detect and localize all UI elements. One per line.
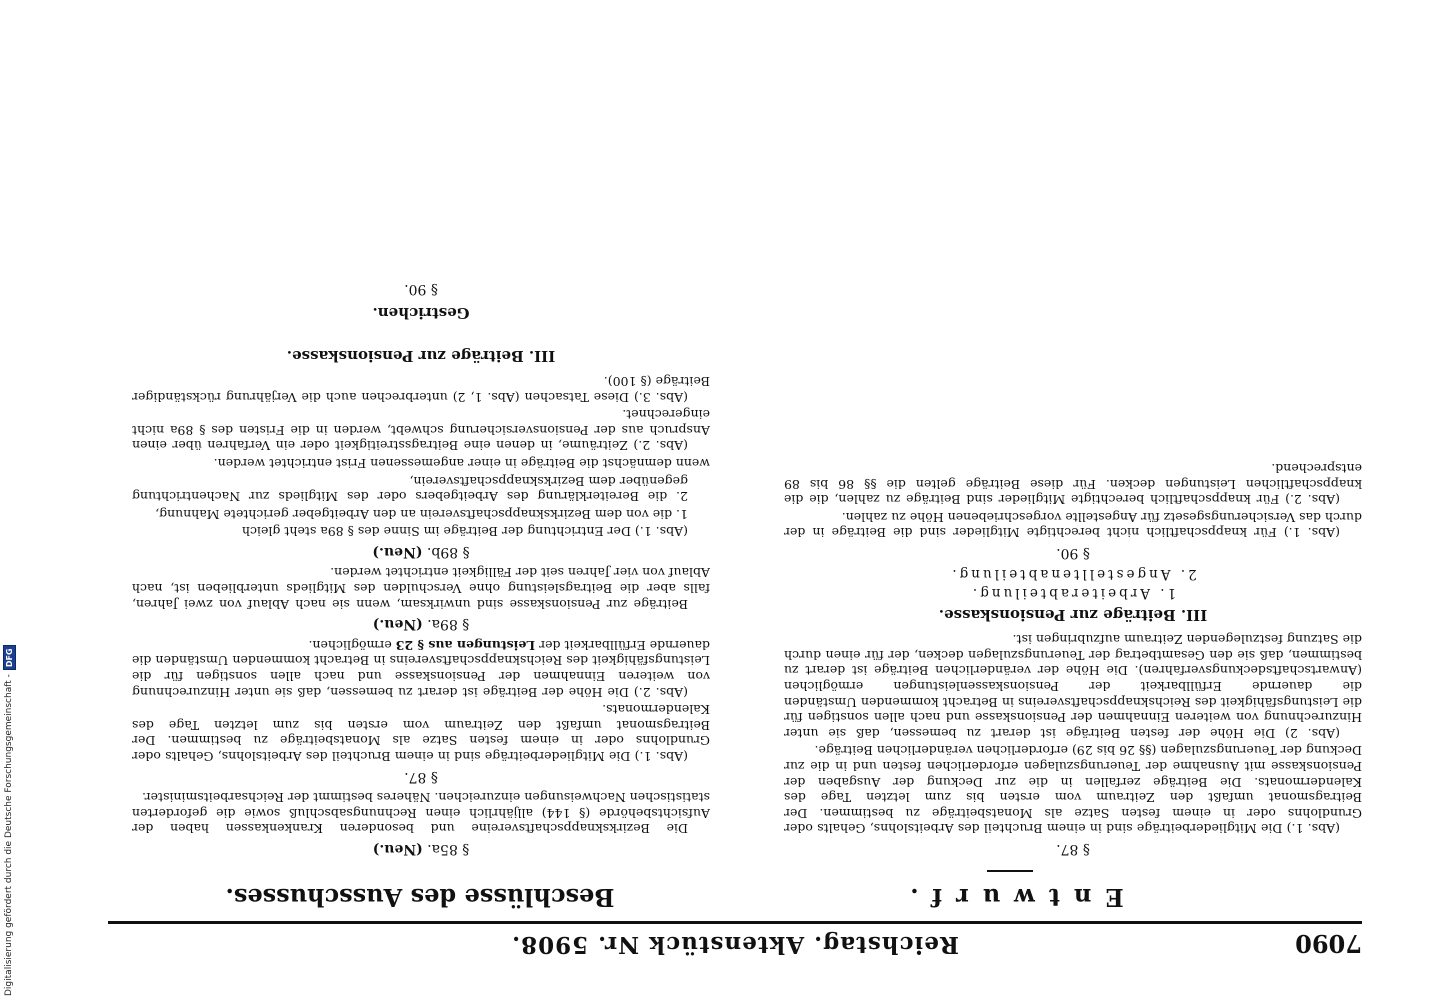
section-85a-text: Die Bezirksknappschaftsvereine und besonderen Krankenkassen haben der Aufsichtsbehörde (§ 144) alljährlich einen Rechnungsabschluß sowie die geforderten statistischen Nachweisungen einzureichen. Näheres bestimmt der Reichsarbeitsminister. [132, 790, 710, 837]
section-87-paragraph-1: (Abs. 1.) Die Mitgliederbeiträge sind in einem Bruchteil des Arbeitslohns, Gehalts oder Grundlohns oder in einem festen Satze als Monatsbeiträge zu bestimmen. Der Beitragsmonat umfaßt den Zeitraum vom ersten bis zum letzten Tage des Kalendermonats. Die Beiträge zerfallen in die zur Deckung der Ausgaben der Pensionskasse mit Ausnahme der Teuerungszulagen erforderlichen festen und in die zur Deckung der Teuerungszulagen (§§ 26 bis 29) erforderlichen veränderlichen Beiträge. [784, 743, 1362, 837]
section-85a-number: § 85a. [427, 841, 470, 857]
section-89a-new-tag: (Neu.) [372, 616, 423, 633]
page-number: 7090 [1295, 929, 1362, 958]
section-89b-item-2: 2. die Bereiterklärung des Arbeitgebers oder des Mitglieds zur Nachentrichtung gegenüber dem Bezirksknappschaftsverein, [132, 473, 688, 505]
section-87-title: § 87. [1056, 841, 1090, 857]
scanned-page [100, 60, 1370, 962]
dfg-logo: DFG [3, 645, 16, 670]
digitization-credit [2, 604, 16, 996]
section-89b-new-tag: (Neu.) [372, 543, 423, 560]
paper-title: Reichstag. Aktenstück Nr. 5908. [511, 931, 959, 958]
section-89a-text: Beiträge zur Pensionskasse sind unwirksam, wenn sie nach Ablauf von zwei Jahren, falls aber die Beitragsleistung ohne Verschulden des Mitglieds unterblieben ist, nach Ablauf von vier Jahren seit der Fälligkeit entrichtet werden. [132, 565, 710, 612]
draft-column [784, 458, 1362, 862]
section-87-title: § 87. [404, 768, 438, 785]
section-87-paragraph-2-start: (Abs. 2.) Die Höhe der Beiträge ist derart zu bemessen, daß sie unter Hinzurechnung von weiteren Einnahmen der Pensionskasse und nach allen sonstigen für die Leistungsfähigkeit des Reichsknappschaftsvereins in Betracht kommenden Umständen die dauernde Erfüllbarkeit der [132, 637, 710, 700]
employee-division-heading: 2. Angestelltenabteilung. [949, 566, 1197, 583]
section-89b-paragraph-1-end: wenn demnächst die Beiträge in einer angemessenen Frist entrichtet werden. [213, 455, 710, 471]
page-header [108, 922, 1362, 962]
section-89b-title [132, 543, 710, 559]
section-89b-paragraph-3: (Abs. 3.) Diese Tatsachen (Abs. 1, 2) unterbrechen auch die Verjährung rückständiger Beiträge (§ 100). [132, 373, 710, 405]
section-87-paragraph-2: (Abs. 2) Die Höhe der festen Beiträge ist derart zu bemessen, daß sie unter Hinzurechnung von weiteren Einnahmen der Pensionskasse und nach allen sonstigen für die Leistungsfähigkeit des Reichsknappschaftsvereins in Betracht kommenden Umständen die dauernde Erfüllbarkeit der Pensionskassenleistungen ermöglichen (Anwartschaftsdeckungsverfahren). Die Höhe der veränderlichen Beiträge ist derart zu bestimmen, daß sie den Gesamtbetrag der Teuerungszulagen decken, der für einen durch die Satzung festzulegenden Zeitraum aufzubringen ist. [784, 632, 1362, 741]
section-iii-heading: III. Beiträge zur Pensionskasse. [286, 347, 556, 366]
section-87-paragraph-1: (Abs. 1.) Die Mitgliederbeiträge sind in einem Bruchteil des Arbeitslohns, Gehalts oder Grundlohns oder in einem festen Satze als Monatsbeiträge zu bestimmen. Der Beitragsmonat umfaßt den Zeitraum vom ersten bis zum letzten Tage des Kalendermonats. [132, 702, 710, 765]
section-89b-item-1: 1. die von dem Bezirksknappschaftsverein an den Arbeitgeber gerichtete Mahnung, [155, 506, 688, 522]
section-90-paragraph-2: (Abs. 2.) Für knappschaftlich berechtigte Mitglieder sind Beiträge zu zahlen, die die knappschaftlichen Leistungen decken. Für diese Beiträge gelten die §§ 86 bis 89 entsprechend. [784, 460, 1362, 508]
section-87-paragraph-2 [132, 637, 710, 699]
section-87-paragraph-2-bold: Leistungen aus § 23 [395, 637, 536, 653]
section-89a-number: § 89a. [427, 616, 470, 633]
section-90-title: § 90. [1056, 544, 1090, 561]
draft-column-heading: Entwurf. [896, 883, 1124, 912]
rotated-page-content [100, 60, 1370, 962]
committee-column [132, 277, 710, 862]
committee-column-heading: Beschlüsse des Ausschusses. [225, 883, 615, 912]
header-rule [108, 921, 1362, 924]
credit-text: Digitalisierung gefördert durch die Deutsche Forschungsgemeinschaft - [4, 674, 14, 996]
section-90-title: § 90. [404, 281, 438, 298]
section-89b-number: § 89b. [426, 543, 470, 560]
section-85a-title [132, 840, 710, 856]
section-89b-paragraph-2: (Abs. 2.) Zeiträume, in denen eine Beitragsstreitigkeit oder ein Verfahren über einen Anspruch aus der Pensionsversicherung schwebt, werden in die Fristen des § 89a nicht eingerechnet. [132, 407, 710, 454]
section-90-paragraph-1: (Abs. 1.) Für knappschaftlich nicht berechtigte Mitglieder sind die Beiträge in der durch das Versicherungsgesetz für Angestellte vorgeschriebenen Höhe zu zahlen. [784, 509, 1362, 541]
worker-division-heading: 1. Arbeiterabteilung. [969, 585, 1177, 602]
section-iii-heading: III. Beiträge zur Pensionskasse. [938, 605, 1208, 624]
heading-divider [987, 870, 1033, 872]
section-89a-title [132, 616, 710, 632]
section-89b-paragraph-1: (Abs. 1.) Der Entrichtung der Beiträge im Sinne des § 89a steht gleich [241, 524, 688, 540]
section-85a-new-tag: (Neu.) [372, 841, 423, 857]
section-90-struck-note: Gestrichen. [372, 303, 470, 322]
section-87-paragraph-2-end: ermöglichen. [308, 637, 392, 653]
